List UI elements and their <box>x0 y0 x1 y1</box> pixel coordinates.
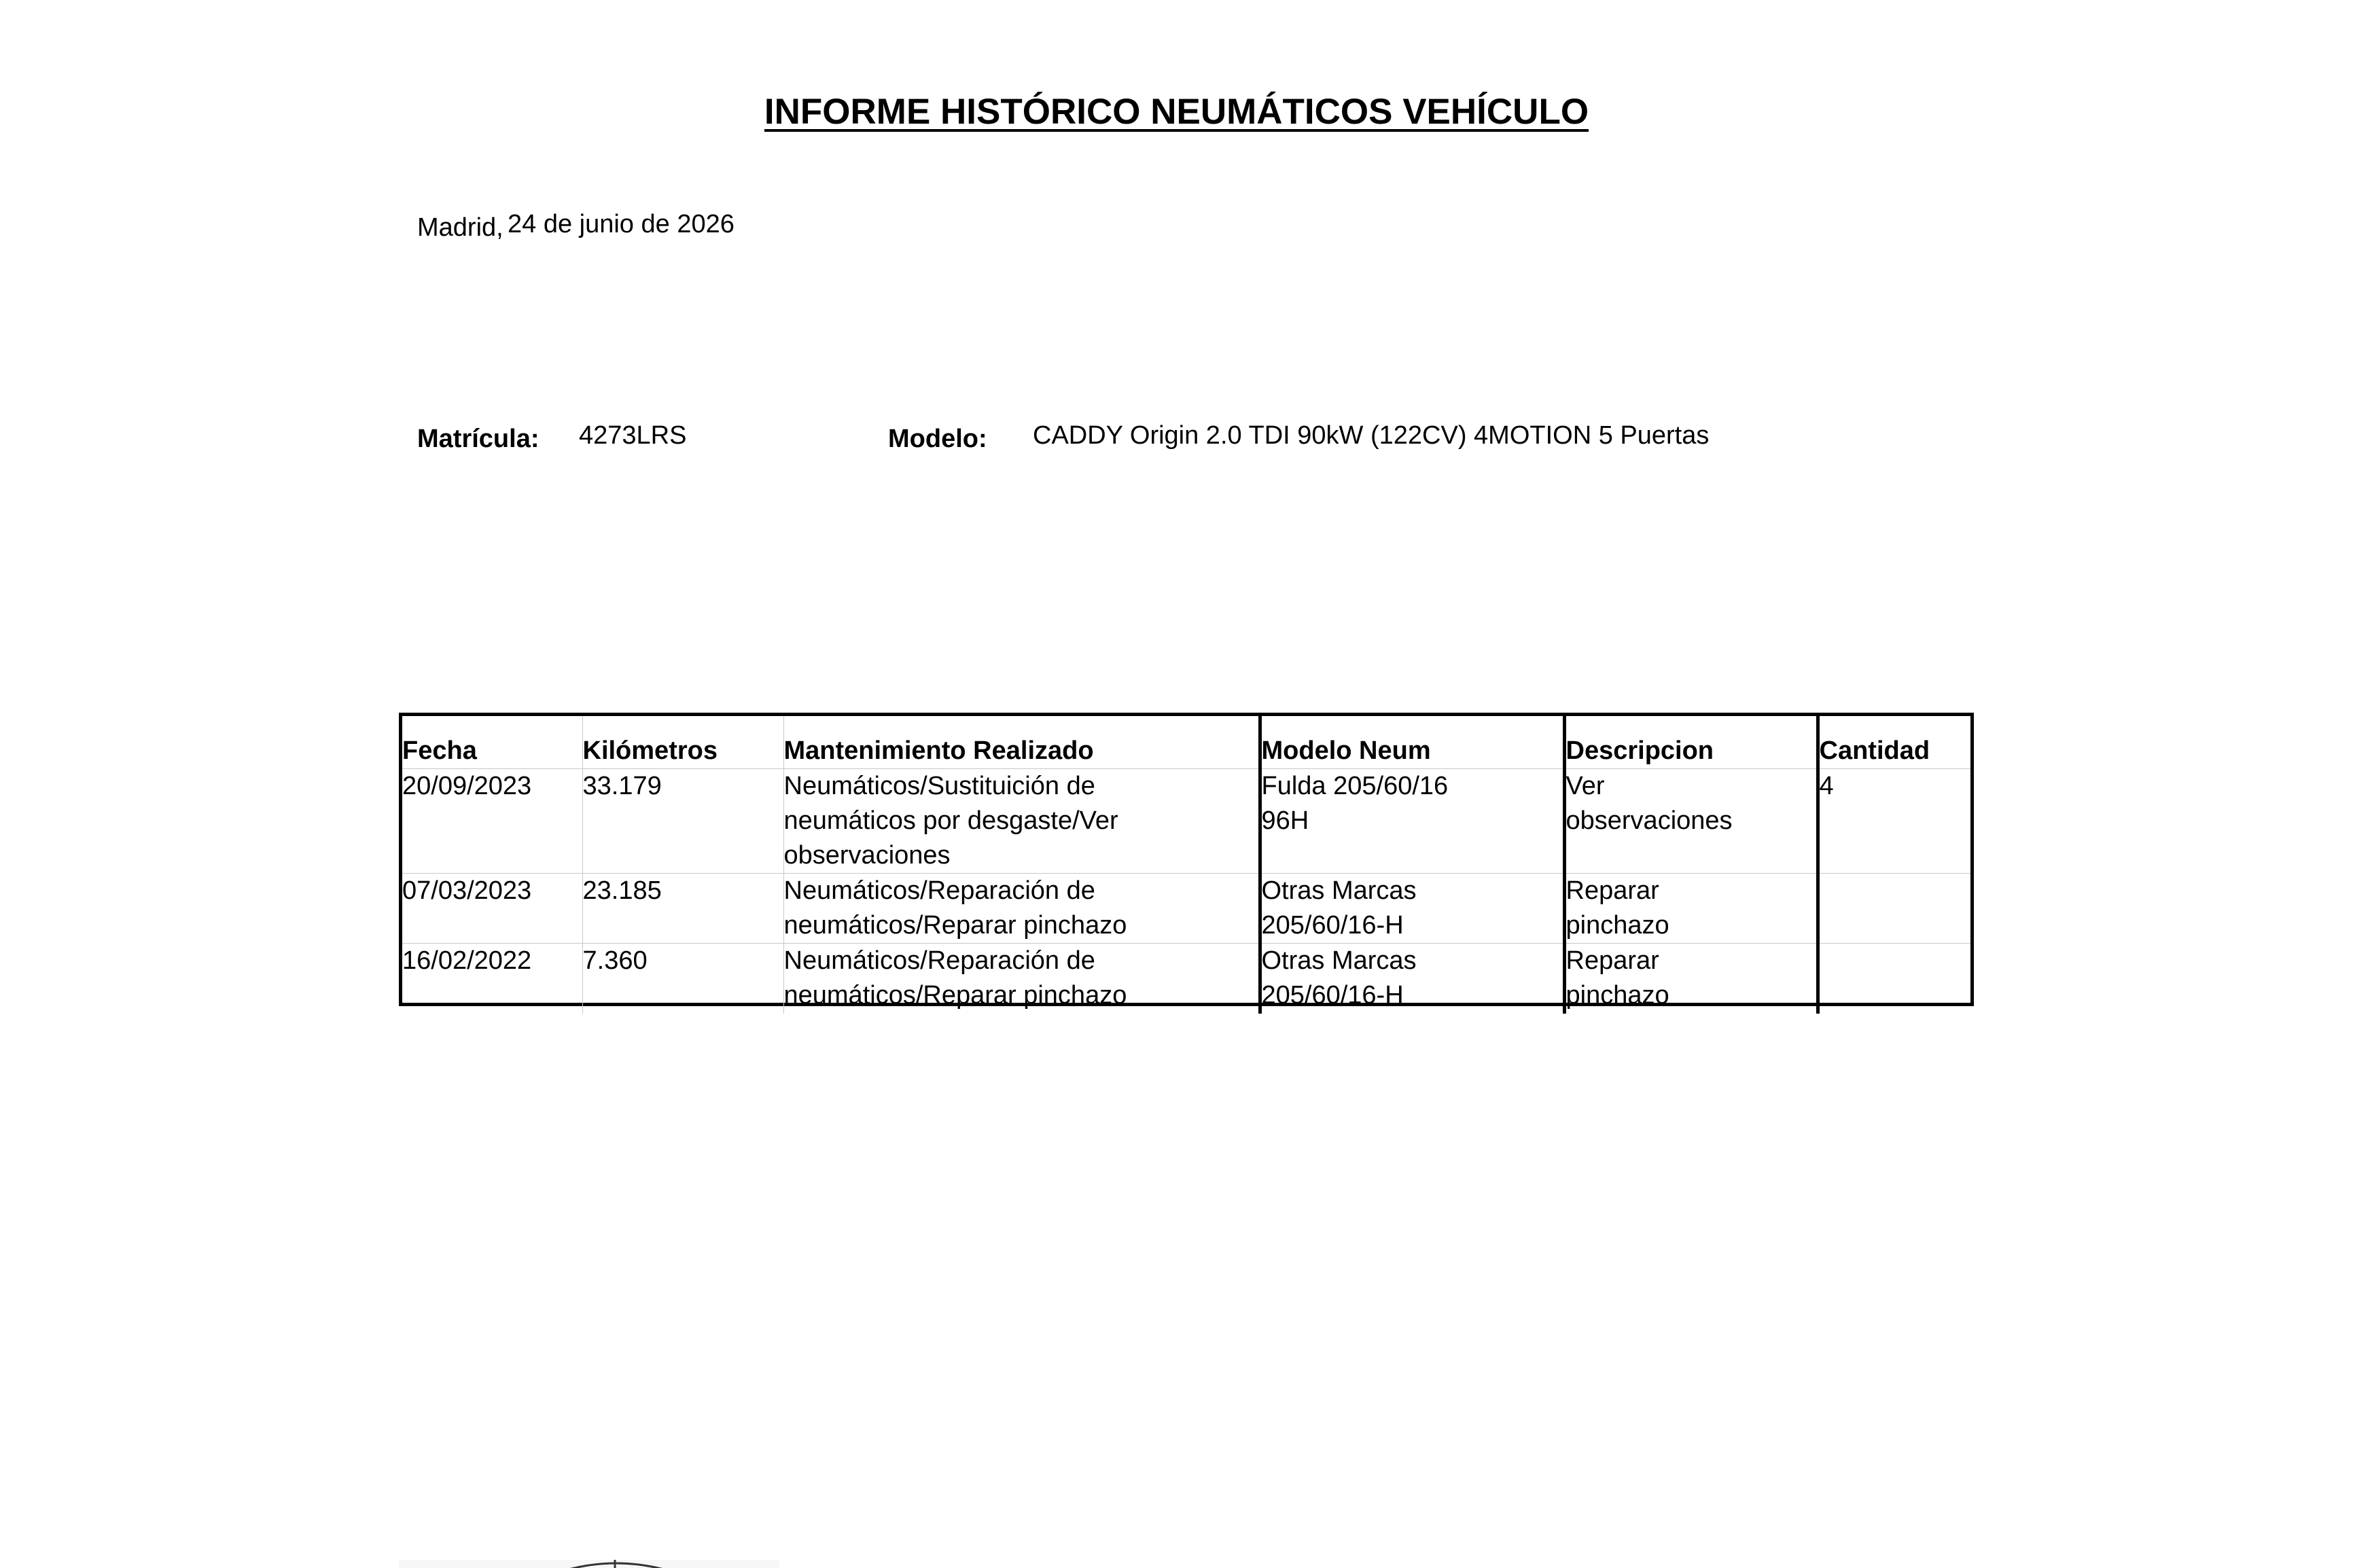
table-header-row <box>402 716 1970 769</box>
header-kilometros: Kilómetros <box>582 716 783 769</box>
cell-descripcion: Reparar pinchazo <box>1564 944 1818 1014</box>
tire-history-table <box>399 713 1974 1010</box>
cell-mantenimiento: Neumáticos/Reparación de neumáticos/Reparar pinchazo <box>783 874 1260 944</box>
header-descripcion: Descripcion <box>1564 716 1818 769</box>
cell-fecha: 16/02/2022 <box>402 944 582 1014</box>
cell-cantidad <box>1818 874 1970 944</box>
cell-descripcion: Ver observaciones <box>1564 769 1818 874</box>
plate-label: Matrícula: <box>417 425 539 453</box>
cell-mantenimiento: Neumáticos/Reparación de neumáticos/Reparar pinchazo <box>783 944 1260 1014</box>
table-row <box>402 769 1970 874</box>
cell-fecha: 07/03/2023 <box>402 874 582 944</box>
header-mantenimiento: Mantenimiento Realizado <box>783 716 1260 769</box>
document-title: INFORME HISTÓRICO NEUMÁTICOS VEHÍCULO <box>764 92 1589 132</box>
cell-kilometros: 23.185 <box>582 874 783 944</box>
plate-value: 4273LRS <box>579 421 687 450</box>
cell-cantidad <box>1818 944 1970 1014</box>
city-label: Madrid, <box>417 213 503 242</box>
header-fecha: Fecha <box>402 716 582 769</box>
cell-kilometros: 33.179 <box>582 769 783 874</box>
report-date: 24 de junio de 2026 <box>508 210 735 238</box>
cell-modelo-neum: Fulda 205/60/16 96H <box>1260 769 1564 874</box>
cell-fecha: 20/09/2023 <box>402 769 582 874</box>
cell-descripcion: Reparar pinchazo <box>1564 874 1818 944</box>
header-cantidad: Cantidad <box>1818 716 1970 769</box>
model-value: CADDY Origin 2.0 TDI 90kW (122CV) 4MOTION 5 Puertas <box>1033 421 1710 450</box>
seal-stamp <box>399 1560 779 1568</box>
model-label: Modelo: <box>888 425 987 453</box>
cell-cantidad: 4 <box>1818 769 1970 874</box>
table-row <box>402 944 1970 1014</box>
cell-kilometros: 7.360 <box>582 944 783 1014</box>
cell-modelo-neum: Otras Marcas 205/60/16-H <box>1260 944 1564 1014</box>
table-row <box>402 874 1970 944</box>
header-modelo-neum: Modelo Neum <box>1260 716 1564 769</box>
cell-modelo-neum: Otras Marcas 205/60/16-H <box>1260 874 1564 944</box>
cell-mantenimiento: Neumáticos/Sustituición de neumáticos por desgaste/Ver observaciones <box>783 769 1260 874</box>
